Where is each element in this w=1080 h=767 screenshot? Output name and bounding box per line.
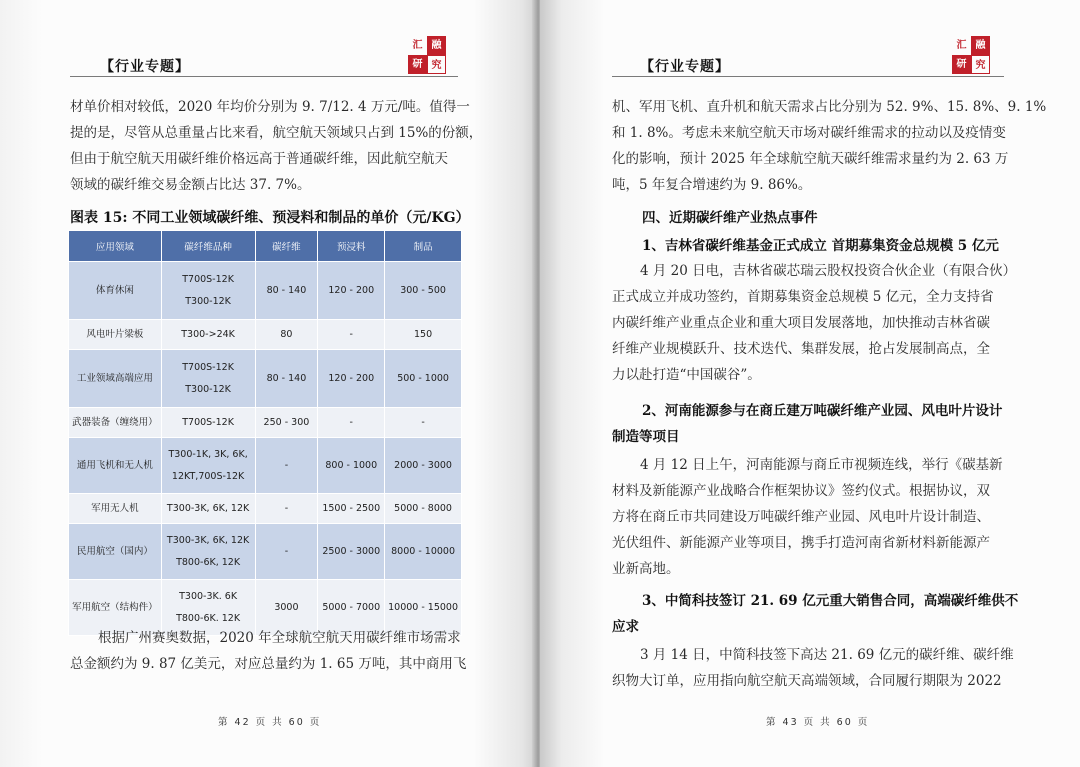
logo-char: 融	[971, 36, 990, 55]
variety-line: T300-12K	[185, 295, 231, 307]
header-rule	[612, 76, 1004, 77]
variety-line: T300-1K, 3K, 6K,	[168, 448, 248, 460]
fiber-price-cell: 80	[255, 320, 318, 350]
intro-paragraph	[612, 94, 1047, 198]
table-row	[69, 262, 462, 320]
header-title: 【行业专题】	[100, 59, 190, 75]
product-price-cell: 10000 - 15000	[385, 580, 462, 636]
variety-cell	[161, 262, 255, 320]
variety-line: T700S-12K	[182, 361, 234, 373]
text-line: 和 1. 8%。考虑未来航空航天市场对碳纤维需求的拉动以及疫情变	[612, 125, 1006, 141]
intro-paragraph	[70, 94, 483, 198]
variety-line: T300-3K. 6K	[179, 590, 238, 602]
product-price-cell: 5000 - 8000	[385, 494, 462, 524]
logo-char: 研	[408, 55, 427, 74]
text-line: 材料及新能源产业战略合作框架协议》签约仪式。根据协议，双	[612, 483, 990, 499]
variety-cell	[161, 524, 255, 580]
price-table	[68, 230, 462, 636]
column-header: 预浸料	[318, 231, 385, 262]
variety-cell	[161, 438, 255, 494]
variety-cell	[161, 320, 255, 350]
text-line: 领域的碳纤维交易金额占比达 37. 7%。	[70, 177, 311, 193]
prepreg-price-cell: 1500 - 2500	[318, 494, 385, 524]
field-cell: 风电叶片梁板	[69, 320, 162, 350]
right-page	[540, 0, 1080, 767]
table-row	[69, 350, 462, 408]
fiber-price-cell: 250 - 300	[255, 408, 318, 438]
page-number: 第 42 页 共 60 页	[218, 717, 322, 728]
prepreg-price-cell: -	[318, 408, 385, 438]
product-price-cell: 2000 - 3000	[385, 438, 462, 494]
table-row	[69, 408, 462, 438]
text-line: 织物大订单，应用指向航空航天高端领域，合同履行期限为 2022	[612, 673, 1002, 689]
news-item-body	[612, 258, 1017, 388]
text-line: 4 月 20 日电，吉林省碳芯瑞云股权投资合伙企业（有限合伙）	[640, 263, 1017, 279]
text-line: 方将在商丘市共同建设万吨碳纤维产业园、风电叶片设计制造、	[612, 509, 990, 525]
field-cell: 通用飞机和无人机	[69, 438, 162, 494]
figure-title: 图表 15: 不同工业领域碳纤维、预浸料和制品的单价（元/KG）	[70, 210, 470, 226]
text-line: 提的是，尽管从总重量占比来看，航空航天领域只占到 15%的份额，	[70, 125, 483, 141]
variety-line: T700S-12K	[182, 273, 234, 285]
product-price-cell: -	[385, 408, 462, 438]
variety-line: T700S-12K	[182, 416, 234, 428]
section-heading: 四、近期碳纤维产业热点事件	[642, 210, 818, 226]
news-item-title: 1、吉林省碳纤维基金正式成立 首期募集资金总规模 5 亿元	[642, 238, 999, 254]
news-item-title	[612, 588, 1018, 640]
header-rule	[70, 76, 458, 77]
prepreg-price-cell: 2500 - 3000	[318, 524, 385, 580]
fiber-price-cell: -	[255, 524, 318, 580]
outro-paragraph	[70, 625, 467, 677]
product-price-cell: 300 - 500	[385, 262, 462, 320]
field-cell: 军用航空（结构件）	[69, 580, 162, 636]
text-line: 机、军用飞机、直升机和航天需求占比分别为 52. 9%、15. 8%、9. 1%	[612, 99, 1047, 115]
variety-cell	[161, 408, 255, 438]
title-line: 2、河南能源参与在商丘建万吨碳纤维产业园、风电叶片设计	[642, 403, 1003, 419]
logo-char: 究	[971, 55, 990, 74]
brand-logo	[952, 36, 990, 74]
text-line: 化的影响，预计 2025 年全球航空航天碳纤维需求量约为 2. 63 万	[612, 151, 1009, 167]
prepreg-price-cell: 120 - 200	[318, 262, 385, 320]
table-row	[69, 438, 462, 494]
field-cell: 武器装备（缠绕用）	[69, 408, 162, 438]
table-header-row	[69, 231, 462, 262]
column-header: 应用领域	[69, 231, 162, 262]
logo-char: 汇	[412, 40, 423, 51]
variety-line: T800-6K. 12K	[176, 612, 241, 624]
news-item-body	[612, 642, 1014, 694]
table-row	[69, 524, 462, 580]
table-row	[69, 494, 462, 524]
field-cell: 军用无人机	[69, 494, 162, 524]
table-row	[69, 320, 462, 350]
text-line: 总金额约为 9. 87 亿美元，对应总量约为 1. 65 万吨，其中商用飞	[70, 656, 467, 672]
variety-line: T300->24K	[181, 328, 235, 340]
logo-char: 研	[952, 55, 971, 74]
text-line: 根据广州赛奥数据，2020 年全球航空航天用碳纤维市场需求	[98, 630, 461, 646]
product-price-cell: 500 - 1000	[385, 350, 462, 408]
brand-logo	[408, 36, 446, 74]
column-header: 碳纤维	[255, 231, 318, 262]
news-item-body	[612, 452, 1006, 582]
column-header: 制品	[385, 231, 462, 262]
page-number: 第 43 页 共 60 页	[766, 717, 870, 728]
variety-line: 12KT,700S-12K	[171, 470, 245, 482]
title-line: 应求	[612, 619, 639, 635]
logo-char: 融	[427, 36, 446, 55]
text-line: 3 月 14 日，中简科技签下高达 21. 69 亿元的碳纤维、碳纤维	[640, 647, 1014, 663]
text-line: 纤维产业规模跃升、技术迭代、集群发展，抢占发展制高点，全	[612, 341, 990, 357]
fiber-price-cell: -	[255, 438, 318, 494]
field-cell: 工业领域高端应用	[69, 350, 162, 408]
text-line: 业新高地。	[612, 561, 680, 577]
fiber-price-cell: 80 - 140	[255, 350, 318, 408]
variety-cell	[161, 494, 255, 524]
text-line: 力以赴打造“中国碳谷”。	[612, 367, 761, 383]
text-line: 正式成立并成功签约，首期募集资金总规模 5 亿元，全力支持省	[612, 289, 994, 305]
logo-char: 究	[427, 55, 446, 74]
title-line: 制造等项目	[612, 429, 680, 445]
prepreg-price-cell: -	[318, 320, 385, 350]
field-cell: 民用航空（国内）	[69, 524, 162, 580]
logo-char: 汇	[956, 40, 967, 51]
text-line: 内碳纤维产业重点企业和重大项目发展落地，加快推动吉林省碳	[612, 315, 990, 331]
text-line: 材单价相对较低，2020 年均价分别为 9. 7/12. 4 万元/吨。值得一	[70, 99, 470, 115]
news-item-title	[612, 398, 1002, 450]
product-price-cell: 8000 - 10000	[385, 524, 462, 580]
variety-line: T800-6K, 12K	[176, 556, 241, 568]
column-header: 碳纤维品种	[161, 231, 255, 262]
prepreg-price-cell: 800 - 1000	[318, 438, 385, 494]
prepreg-price-cell: 120 - 200	[318, 350, 385, 408]
fiber-price-cell: 80 - 140	[255, 262, 318, 320]
text-line: 光伏组件、新能源产业等项目，携手打造河南省新材料新能源产	[612, 535, 990, 551]
text-line: 4 月 12 日上午，河南能源与商丘市视频连线，举行《碳基新	[640, 457, 1003, 473]
fiber-price-cell: 3000	[255, 580, 318, 636]
product-price-cell: 150	[385, 320, 462, 350]
variety-line: T300-3K, 6K, 12K	[166, 534, 250, 546]
text-line: 但由于航空航天用碳纤维价格远高于普通碳纤维，因此航空航天	[70, 151, 448, 167]
field-cell: 体育休闲	[69, 262, 162, 320]
left-page	[0, 0, 538, 767]
variety-line: T300-3K, 6K, 12K	[166, 502, 250, 514]
header-title: 【行业专题】	[640, 59, 730, 75]
variety-line: T300-12K	[185, 383, 231, 395]
fiber-price-cell: -	[255, 494, 318, 524]
text-line: 吨，5 年复合增速约为 9. 86%。	[612, 177, 812, 193]
title-line: 3、中简科技签订 21. 69 亿元重大销售合同，高端碳纤维供不	[642, 593, 1019, 609]
variety-cell	[161, 350, 255, 408]
prepreg-price-cell: 5000 - 7000	[318, 580, 385, 636]
